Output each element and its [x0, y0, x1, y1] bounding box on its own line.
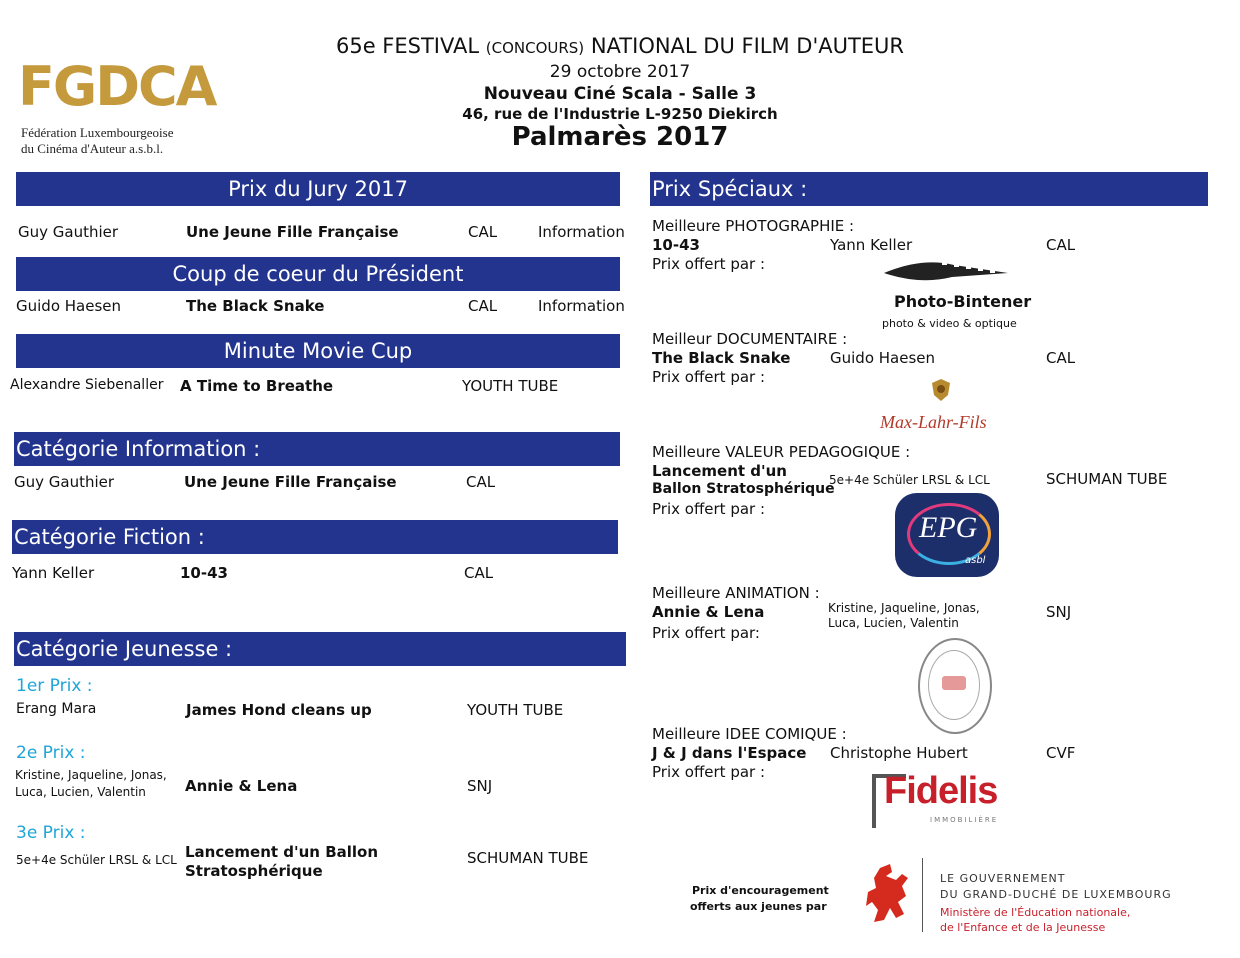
- epg-sub: asbl: [965, 555, 986, 566]
- jeunesse-1er-prix-label: 1er Prix :: [16, 676, 93, 696]
- luxembourg-lion-icon: [862, 862, 914, 928]
- photo-club: CAL: [1046, 236, 1076, 254]
- bar-categorie-fiction: Catégorie Fiction :: [12, 520, 618, 554]
- anim-offered: Prix offert par:: [652, 624, 760, 642]
- bar-categorie-jeunesse: Catégorie Jeunesse :: [14, 632, 626, 666]
- photo-bintener-logo: [880, 255, 1030, 335]
- gov-divider: [922, 858, 923, 932]
- doc-author: Guido Haesen: [830, 349, 936, 367]
- jeunesse-2-author-line1: Kristine, Jaqueline, Jonas,: [15, 768, 167, 782]
- jeunesse-3-author: 5e+4e Schüler LRSL & LCL: [16, 853, 177, 867]
- fiction-author: Yann Keller: [12, 564, 95, 582]
- ministry-line1: Ministère de l'Éducation nationale,: [940, 906, 1131, 919]
- fidelis-sub: IMMOBILIÈRE: [930, 816, 999, 824]
- anim-author-line2: Luca, Lucien, Valentin: [828, 616, 959, 630]
- jury-category: Information: [538, 223, 625, 241]
- peda-offered: Prix offert par :: [652, 500, 766, 518]
- doc-label: Meilleur DOCUMENTAIRE :: [652, 330, 848, 348]
- jeunesse-2-club: SNJ: [467, 777, 493, 795]
- festival-title: 65e FESTIVAL (CONCOURS) NATIONAL DU FILM D'AUTEUR: [335, 34, 905, 58]
- festival-date: 29 octobre 2017: [549, 62, 691, 82]
- doc-club: CAL: [1046, 349, 1076, 367]
- photo-sponsor-sub: photo & video & optique: [882, 317, 1017, 330]
- jeunesse-1-club: YOUTH TUBE: [467, 701, 564, 719]
- information-club: CAL: [466, 473, 496, 491]
- encouragement-line1: Prix d'encouragement: [692, 884, 829, 897]
- photo-label: Meilleure PHOTOGRAPHIE :: [652, 217, 855, 235]
- jeunesse-3e-prix-label: 3e Prix :: [16, 823, 86, 843]
- jury-club: CAL: [468, 223, 498, 241]
- palmares-title: Palmarès 2017: [511, 122, 729, 152]
- anim-label: Meilleure ANIMATION :: [652, 584, 820, 602]
- max-lahr-logo: [878, 378, 1018, 438]
- anim-film: Annie & Lena: [652, 603, 765, 621]
- ministry-line2: de l'Enfance et de la Jeunesse: [940, 921, 1106, 934]
- bar-coup-de-coeur: Coup de coeur du Président: [16, 257, 620, 291]
- fidelis-name: Fidelis: [884, 770, 998, 812]
- jeunesse-3-film-line1: Lancement d'un Ballon: [185, 843, 379, 861]
- bar-prix-speciaux: Prix Spéciaux :: [650, 172, 1208, 206]
- gov-line2: DU GRAND-DUCHÉ DE LUXEMBOURG: [940, 888, 1172, 901]
- photo-offered: Prix offert par :: [652, 255, 766, 273]
- epg-logo: [895, 493, 999, 577]
- information-author: Guy Gauthier: [14, 473, 115, 491]
- bar-prix-du-jury: Prix du Jury 2017: [16, 172, 620, 206]
- comique-club: CVF: [1046, 744, 1076, 762]
- max-lahr-name: Max-Lahr-Fils: [880, 412, 987, 432]
- photo-film: 10-43: [652, 236, 700, 254]
- jeunesse-2e-prix-label: 2e Prix :: [16, 743, 86, 763]
- comique-author: Christophe Hubert: [830, 744, 968, 762]
- jeunesse-2-film: Annie & Lena: [185, 777, 298, 795]
- film-strip-icon: [882, 255, 1012, 289]
- peda-label: Meilleure VALEUR PEDAGOGIQUE :: [652, 443, 911, 461]
- encouragement-line2: offerts aux jeunes par: [690, 900, 827, 913]
- coeur-category: Information: [538, 297, 625, 315]
- photo-author: Yann Keller: [830, 236, 913, 254]
- coeur-author: Guido Haesen: [16, 297, 122, 315]
- logo-line2: du Cinéma d'Auteur a.s.b.l.: [21, 141, 164, 156]
- jury-film: Une Jeune Fille Française: [186, 223, 399, 241]
- comique-offered: Prix offert par :: [652, 763, 766, 781]
- epg-text: EPG: [919, 511, 978, 544]
- jeunesse-3-club: SCHUMAN TUBE: [467, 849, 589, 867]
- bar-categorie-information: Catégorie Information :: [14, 432, 620, 466]
- jeunesse-3-film-line2: Stratosphérique: [185, 862, 323, 880]
- peda-club: SCHUMAN TUBE: [1046, 470, 1168, 488]
- jury-author: Guy Gauthier: [18, 223, 119, 241]
- information-film: Une Jeune Fille Française: [184, 473, 397, 491]
- minute-author: Alexandre Siebenaller: [10, 377, 164, 393]
- festival-venue: Nouveau Ciné Scala - Salle 3: [483, 84, 757, 104]
- photo-sponsor-name: Photo-Bintener: [894, 292, 1032, 311]
- doc-film: The Black Snake: [652, 349, 791, 367]
- minute-club: YOUTH TUBE: [462, 377, 559, 395]
- peda-film-line1: Lancement d'un: [652, 462, 787, 480]
- anim-author-line1: Kristine, Jaqueline, Jonas,: [828, 601, 980, 615]
- sponsor-seal-logo: [918, 638, 992, 734]
- bar-minute-movie-cup: Minute Movie Cup: [16, 334, 620, 368]
- anim-club: SNJ: [1046, 603, 1072, 621]
- logo-line1: Fédération Luxembourgeoise: [21, 125, 174, 140]
- crest-icon: [930, 378, 952, 402]
- minute-film: A Time to Breathe: [180, 377, 334, 395]
- peda-author: 5e+4e Schüler LRSL & LCL: [829, 473, 990, 487]
- coeur-film: The Black Snake: [186, 297, 325, 315]
- doc-offered: Prix offert par :: [652, 368, 766, 386]
- fiction-film: 10-43: [180, 564, 228, 582]
- jeunesse-2-author-line2: Luca, Lucien, Valentin: [15, 785, 146, 799]
- gov-line1: LE GOUVERNEMENT: [940, 872, 1066, 885]
- jeunesse-1-author: Erang Mara: [16, 701, 97, 717]
- festival-address: 46, rue de l'Industrie L-9250 Diekirch: [462, 105, 778, 123]
- comique-film: J & J dans l'Espace: [652, 744, 807, 762]
- comique-label: Meilleure IDEE COMIQUE :: [652, 725, 847, 743]
- fiction-club: CAL: [464, 564, 494, 582]
- logo-wordmark: FGDCA: [18, 55, 216, 118]
- jeunesse-1-film: James Hond cleans up: [186, 701, 372, 719]
- peda-film-line2: Ballon Stratosphérique: [652, 481, 835, 497]
- fidelis-logo: [872, 768, 1037, 828]
- coeur-club: CAL: [468, 297, 498, 315]
